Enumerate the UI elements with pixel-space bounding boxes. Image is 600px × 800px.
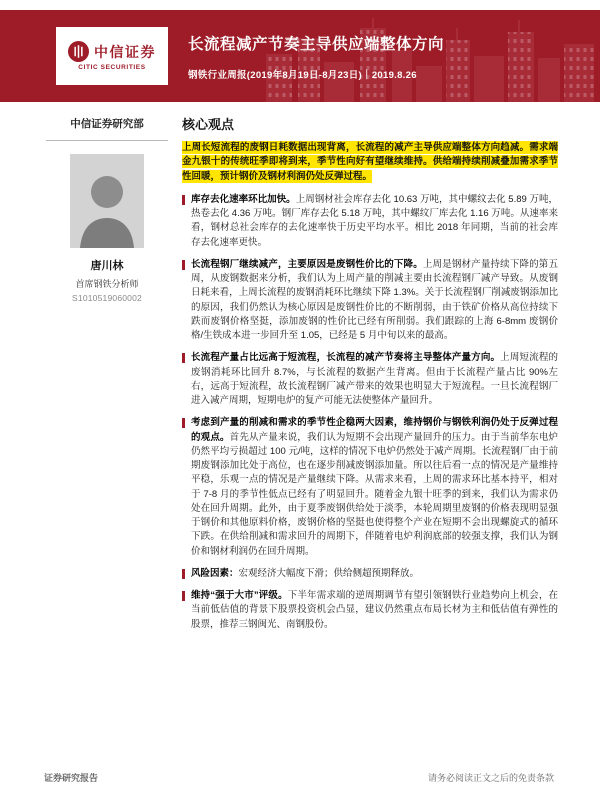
bullet-item: 长流程钢厂继续减产，主要原因是废钢性价比的下降。上周是钢材产量持续下降的第五周，从废钢数据来分析，我们认为上周产量的削减主要由长流程钢厂减产导致。从废钢日耗来看，上周长流程的废钢消耗环比继续下降 1.3%。关于长流程钢厂削减废钢添加比的原因，我们仍然认为核心原因是废钢性价比的不断削弱，由于铁矿价格从高位持续下跌而废钢价格坚挺，添加废钢的性价比已经有所削弱。我们跟踪的上海 6-8mm 废钢价格/生铁成本进一步回升至 1.05，已经是 5 月中旬以来的最高。 <box>182 258 558 344</box>
bullet-lead: 考虑到产量的削减和需求的季节性企稳两大因素，维持钢价与钢铁利润仍处于反弹过程的观点。 <box>191 417 558 443</box>
report-footer <box>0 771 600 784</box>
bullet-marker <box>182 569 185 579</box>
report-body <box>0 114 600 640</box>
footer-disclaimer: 请务必阅读正文之后的免责条款 <box>427 773 554 783</box>
analyst-photo <box>70 154 144 248</box>
bullet-item: 维持“强于大市”评级。下半年需求端的逆周期调节有望引领钢铁行业趋势向上机会，在当前低估值的背景下股票投资机会凸显，建议仍然重点布局长材为主和低估值有弹性的股票，推荐三钢闽光、南钢股份。 <box>182 589 558 632</box>
sidebar <box>46 114 168 640</box>
report-subtitle: 钢铁行业周报(2019年8月19日-8月23日)｜2019.8.26 <box>188 69 417 81</box>
bullet-item: 长流程产量占比远高于短流程，长流程的减产节奏将主导整体产量方向。上周短流程的废钢消耗环比回升 8.7%，与长流程的数据产生背离。但由于长流程产量占比 90%左右，远高于短流程，故长流程钢厂减产带来的效果也明显大于短流程。一旦长流程钢厂进入减产周期，短期电炉的复产可能无法使整体产量回升。 <box>182 351 558 408</box>
bullet-marker <box>182 418 185 428</box>
analyst-title: 首席钢铁分析师 <box>75 279 139 289</box>
summary-paragraph <box>182 141 558 184</box>
bullet-lead: 库存去化速率环比加快。 <box>191 193 296 205</box>
bullet-marker <box>182 353 185 363</box>
bullet-marker <box>182 260 185 270</box>
bullet-lead: 风险因素： <box>191 567 239 579</box>
bullet-lead: 长流程钢厂继续减产，主要原因是废钢性价比的下降。 <box>191 258 423 270</box>
bullet-marker <box>182 591 185 601</box>
citic-logo-row <box>68 41 156 62</box>
summary-highlight: 上周长短流程的废钢日耗数据出现背离，长流程的减产主导供应端整体方向趋减。需求端金九银十的传统旺季即将到来，季节性向好有望继续维持。供给端持续削减叠加需求季节性回暖，预计钢价及钢材利润仍处反弹过程。 <box>182 142 558 182</box>
bullet-item: 考虑到产量的削减和需求的季节性企稳两大因素，维持钢价与钢铁利润仍处于反弹过程的观点。首先从产量来说，我们认为短期不会出现产量回升的压力。由于当前华东电炉仍然平均亏损超过 100 元/吨，这样的情况下电炉仍然处于减产周期。长流程钢厂由于前期废钢添加比处于高位，也在逐步削减废钢添加量。所以往后看一点的情况是产量维持平稳，乐观一点的情况是产量继续下降。从需求来看，上周的需求环比基本持平，相对于 7-8 月的季节性低点已经有了明显回升。随着金九银十旺季的到来，我们认为需求仍处在回升周期。此外，由于夏季废钢供给处于淡季，本轮周期里废钢的价格表现明显强于钢价和其他原料价格，废钢价格的坚挺也使得整个产业在短期不会出现螺旋式的循环下跌。在供给削减和需求回升的周期下，伴随着电炉利润底部的较强支撑，我们认为钢价和钢材利润仍在回升周期。 <box>182 416 558 559</box>
bullet-item: 库存去化速率环比加快。上周钢材社会库存去化 10.63 万吨，其中螺纹去化 5.89 万吨，热卷去化 4.36 万吨。钢厂库存去化 5.18 万吨，其中螺纹厂库去化 1.16 万吨。从速率来看，钢材总社会库存的去化速率快于历史平均水平。相比 2018 年同期，当前的社会库存去化速率更快。 <box>182 193 558 250</box>
report-title: 长流程减产节奏主导供应端整体方向 <box>188 35 445 53</box>
logo-name-en: CITIC SECURITIES <box>78 64 146 71</box>
bullet-lead: 长流程产量占比远高于短流程，长流程的减产节奏将主导整体产量方向。 <box>191 352 501 364</box>
analyst-photo-silhouette <box>70 154 144 248</box>
bullet-list <box>182 193 558 632</box>
bullet-marker <box>182 195 185 205</box>
logo-name-cn: 中信证券 <box>94 45 156 61</box>
analyst-license-number: S1010519060002 <box>72 293 142 303</box>
footer-report-type: 证券研究报告 <box>44 773 99 783</box>
bullet-item: 风险因素：宏观经济大幅度下滑；供给侧超预期释放。 <box>182 567 558 581</box>
analyst-name: 唐川林 <box>90 260 124 272</box>
bullet-lead: 维持“强于大市”评级。 <box>191 590 288 601</box>
citic-logo-icon <box>68 41 89 62</box>
report-header <box>0 10 600 102</box>
section-title: 核心观点 <box>182 117 235 132</box>
citic-logo <box>56 27 168 85</box>
department-title: 中信证券研究部 <box>46 114 168 141</box>
main-content <box>182 114 558 640</box>
header-text-block <box>188 32 444 81</box>
